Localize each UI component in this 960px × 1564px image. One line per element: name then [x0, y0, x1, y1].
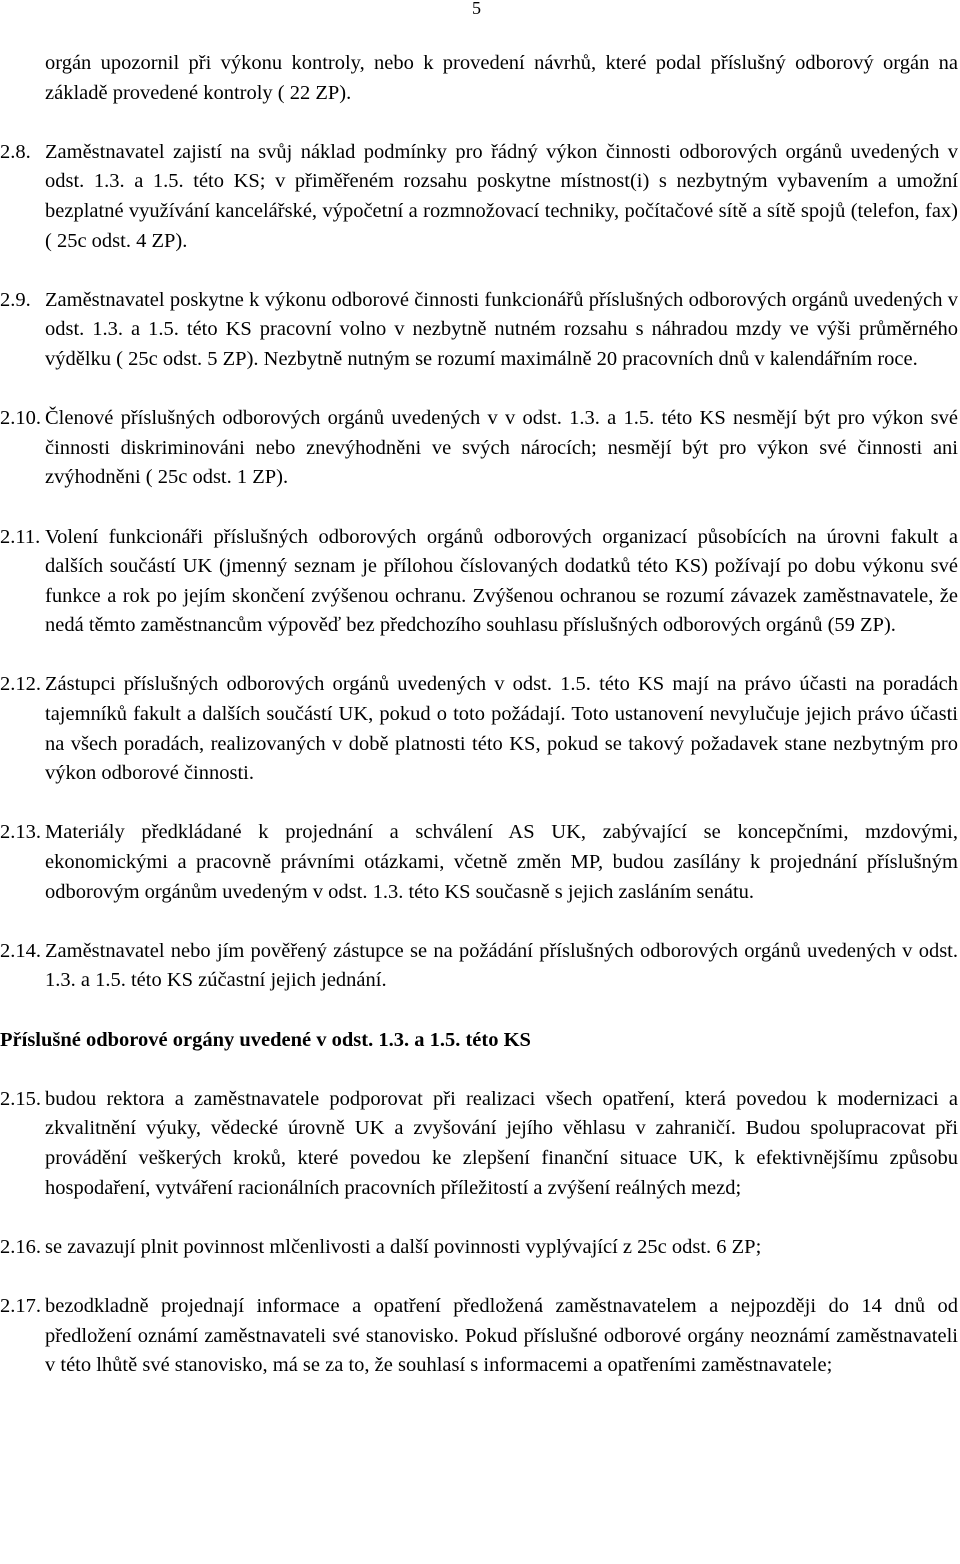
clause-number: 2.10.	[0, 407, 41, 430]
clause-text: Volení funkcionáři příslušných odborových orgánů odborových organizací působících na úrovni fakult a dalších součástí UK (jmenný seznam je přílohou číslovaných dodatků této KS) požívají po dobu výkonu své funkce a rok po jejím skončení zvýšenou ochranu. Zvýšenou ochranou se rozumí závazek zaměstnavatele, že nedá těmto zaměstnancům výpověď bez předchozího souhlasu příslušných odborových orgánů (59 ZP).	[45, 525, 958, 637]
clause-2-14	[0, 937, 958, 996]
clause-text: se zavazují plnit povinnost mlčenlivosti a další povinnosti vyplývající z 25c odst. 6 ZP;	[45, 1235, 762, 1258]
clause-2-16	[0, 1233, 958, 1263]
clause-2-9	[0, 286, 958, 375]
clause-text: bezodkladně projednají informace a opatření předložená zaměstnavatelem a nejpozději do 14 dnů od předložení oznámí zaměstnavateli své stanovisko. Pokud příslušné odborové orgány neoznámí zaměstnavateli v této lhůtě své stanovisko, má se za to, že souhlasí s informacemi a opatřeními zaměstnavatele;	[45, 1294, 958, 1377]
clause-number: 2.12.	[0, 673, 41, 696]
clause-text: Členové příslušných odborových orgánů uvedených v v odst. 1.3. a 1.5. této KS nesmějí být pro výkon své činnosti diskriminováni nebo znevýhodněni ve svých nárocích; nesmějí být pro výkon své činnosti ani zvýhodněni ( 25c odst. 1 ZP).	[45, 407, 958, 489]
clause-text: Zaměstnavatel nebo jím pověřený zástupce se na požádání příslušných odborových orgánů uvedených v odst. 1.3. a 1.5. této KS zúčastní jejich jednání.	[45, 939, 958, 992]
clause-number: 2.17.	[0, 1294, 41, 1317]
document-body	[0, 49, 958, 1381]
clause-2-13	[0, 818, 958, 907]
clause-2-12	[0, 670, 958, 788]
clause-number: 2.8.	[0, 140, 31, 163]
clause-2-15	[0, 1085, 958, 1203]
clause-number: 2.13.	[0, 821, 41, 844]
clause-text: budou rektora a zaměstnavatele podporovat při realizaci všech opatření, která povedou k modernizaci a zkvalitnění výuky, vědecké úrovně UK a zvyšování jejího věhlasu v zahraničí. Budou spolupracovat při provádění veškerých kroků, které povedou ke zlepšení finanční situace UK, k efektivnějšímu způsobu hospodaření, vytváření racionálních pracovních příležitostí a zvýšení reálných mezd;	[45, 1087, 958, 1199]
clause-2-11	[0, 523, 958, 641]
clause-number: 2.16.	[0, 1235, 41, 1258]
clause-number: 2.15.	[0, 1087, 41, 1110]
clause-text: Zaměstnavatel poskytne k výkonu odborové činnosti funkcionářů příslušných odborových orgánů uvedených v odst. 1.3. a 1.5. této KS pracovní volno v nezbytně nutném rozsahu s náhradou mzdy ve výši průměrného výdělku ( 25c odst. 5 ZP). Nezbytně nutným se rozumí maximálně 20 pracovních dnů v kalendářním roce.	[45, 288, 958, 370]
section-heading: Příslušné odborové orgány uvedené v odst. 1.3. a 1.5. této KS	[0, 1028, 531, 1051]
clause-number: 2.14.	[0, 939, 41, 962]
intro-paragraph	[0, 49, 958, 108]
clause-2-17	[0, 1292, 958, 1381]
clause-2-10	[0, 404, 958, 493]
clause-number: 2.11.	[0, 525, 41, 548]
clause-text: Materiály předkládané k projednání a schválení AS UK, zabývající se koncepčními, mzdovými, ekonomickými a pracovně právními otázkami, včetně změn MP, budou zasílány k projednání příslušným odborovým orgánům uvedeným v odst. 1.3. této KS současně s jejich zasláním senátu.	[45, 821, 958, 903]
clause-2-8	[0, 138, 958, 256]
intro-text: orgán upozornil při výkonu kontroly, nebo k provedení návrhů, které podal příslušný odborový orgán na základě provedené kontroly ( 22 ZP).	[45, 52, 958, 104]
page-number: 5	[472, 0, 481, 18]
clause-text: Zaměstnavatel zajistí na svůj náklad podmínky pro řádný výkon činnosti odborových orgánů uvedených v odst. 1.3. a 1.5. této KS; v přiměřeném rozsahu poskytne místnost(i) s nezbytným vybavením a umožní bezplatné využívání kancelářské, výpočetní a rozmnožovací techniky, počítačové sítě a sítě spojů (telefon, fax) ( 25c odst. 4 ZP).	[45, 140, 958, 252]
clause-text: Zástupci příslušných odborových orgánů uvedených v odst. 1.5. této KS mají na právo účasti na poradách tajemníků fakult a dalších součástí UK, pokud o toto požádají. Toto ustanovení nevylučuje jejich právo účasti na všech poradách, realizovaných v době platnosti této KS, pokud se takový požadavek stane nezbytným pro výkon odborové činnosti.	[45, 673, 958, 785]
clause-number: 2.9.	[0, 288, 31, 311]
